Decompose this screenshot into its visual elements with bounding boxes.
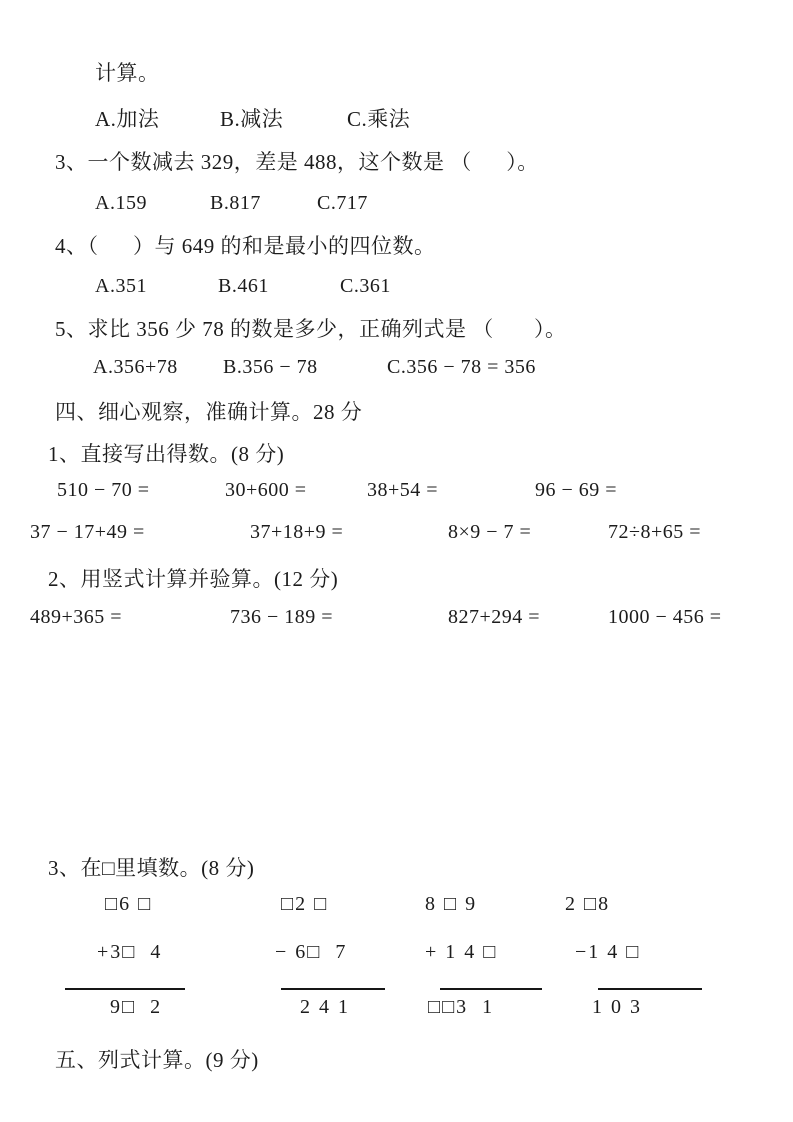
oral-calc-item: 30+600 = (225, 479, 307, 501)
question-4-option-c: C.361 (340, 275, 391, 297)
sum-rule (65, 988, 185, 990)
oral-calc-item: 8×9 − 7 = (448, 521, 532, 543)
column-calc-item: 489+365 = (30, 606, 123, 628)
oral-calc-item: 96 − 69 = (535, 479, 618, 501)
fill-box-result: 1 0 3 (592, 996, 642, 1018)
fill-box-top-number: 8 □ 9 (425, 893, 478, 915)
oral-calc-item: 38+54 = (367, 479, 439, 501)
fill-box-second-number: − 6□ 7 (275, 941, 348, 963)
column-calc-item: 1000 − 456 = (608, 606, 722, 628)
column-calc-item: 736 − 189 = (230, 606, 334, 628)
section-5-heading: 五、列式计算。(9 分) (55, 1048, 259, 1072)
question-5-stem: 5、求比 356 少 78 的数是多少，正确列式是 （ ）。 (55, 317, 567, 341)
sum-rule (598, 988, 702, 990)
question-2-option-c: C.乘法 (347, 107, 411, 131)
oral-calc-item: 37 − 17+49 = (30, 521, 145, 543)
fill-box-problem-1 (95, 893, 235, 1028)
fill-box-problem-3 (425, 893, 565, 1028)
question-5-option-c: C.356 − 78 = 356 (387, 356, 536, 378)
question-4-stem: 4、（ ）与 649 的和是最小的四位数。 (55, 234, 436, 258)
fill-box-problem-2 (275, 893, 415, 1028)
question-4-option-b: B.461 (218, 275, 269, 297)
fill-box-top-number: □2 □ (281, 893, 329, 915)
working-space (0, 640, 793, 840)
question-5-option-a: A.356+78 (93, 356, 178, 378)
section-4-part-2-heading: 2、用竖式计算并验算。(12 分) (48, 567, 339, 591)
fill-box-result: 9□ 2 (110, 996, 163, 1018)
fill-box-result: □□3 1 (428, 996, 495, 1018)
question-3-stem: 3、一个数减去 329，差是 488，这个数是 （ ）。 (55, 150, 539, 174)
fill-box-second-number: −1 4 □ (575, 941, 641, 963)
fill-box-problem-4 (565, 893, 705, 1028)
question-5-option-b: B.356 − 78 (223, 356, 318, 378)
fill-box-top-number: □6 □ (105, 893, 153, 915)
question-4-option-a: A.351 (95, 275, 147, 297)
sum-rule (281, 988, 385, 990)
question-2-stem-tail: 计算。 (95, 61, 160, 85)
section-4-part-1-heading: 1、直接写出得数。(8 分) (48, 442, 285, 466)
oral-calc-item: 72÷8+65 = (608, 521, 702, 543)
sum-rule (440, 988, 542, 990)
question-3-option-c: C.717 (317, 192, 368, 214)
fill-box-top-number: 2 □8 (565, 893, 611, 915)
fill-box-second-number: +3□ 4 (97, 941, 163, 963)
question-3-option-b: B.817 (210, 192, 261, 214)
fill-box-second-number: + 1 4 □ (425, 941, 498, 963)
fill-box-result: 2 4 1 (300, 996, 350, 1018)
oral-calc-item: 37+18+9 = (250, 521, 344, 543)
oral-calc-item: 510 − 70 = (57, 479, 150, 501)
section-4-part-3-heading: 3、在□里填数。(8 分) (48, 856, 255, 880)
question-3-option-a: A.159 (95, 192, 147, 214)
question-2-option-a: A.加法 (95, 107, 160, 131)
column-calc-item: 827+294 = (448, 606, 541, 628)
section-4-heading: 四、细心观察，准确计算。28 分 (55, 400, 363, 424)
question-2-option-b: B.减法 (220, 107, 284, 131)
